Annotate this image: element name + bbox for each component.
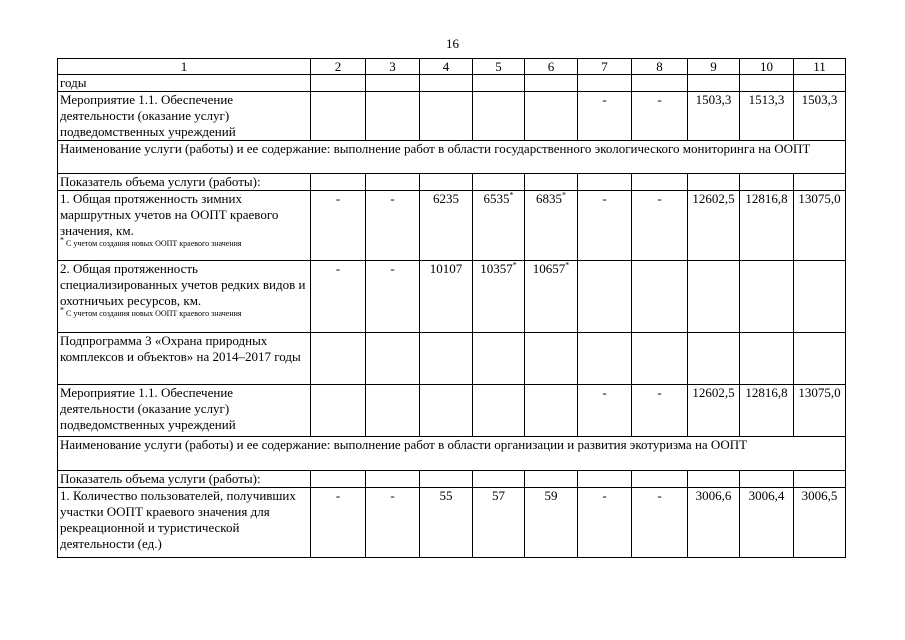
cell: - <box>578 191 632 261</box>
cell: 10657* <box>525 261 578 333</box>
cell: - <box>578 92 632 141</box>
service-description: Наименование услуги (работы) и ее содержание: выполнение работ в области государственного экологического мониторинга на ООПТ <box>58 141 846 174</box>
col-header: 9 <box>688 59 740 75</box>
cell: - <box>632 385 688 437</box>
cell: 13075,0 <box>794 191 846 261</box>
page-number: 16 <box>446 36 459 51</box>
table-row <box>58 471 846 488</box>
row-label: Мероприятие 1.1. Обеспечение деятельности (оказание услуг) подведомственных учреждений <box>58 385 311 437</box>
cell: - <box>311 488 366 558</box>
row-label <box>58 191 311 261</box>
col-header: 7 <box>578 59 632 75</box>
service-description: Наименование услуги (работы) и ее содержание: выполнение работ в области организации и развития экотуризма на ООПТ <box>58 437 846 471</box>
cell: - <box>366 261 420 333</box>
cell: - <box>311 261 366 333</box>
table-row <box>58 261 846 333</box>
cell: - <box>632 488 688 558</box>
col-header: 5 <box>473 59 525 75</box>
table-row <box>58 92 846 141</box>
row-label: 1. Количество пользователей, получивших участки ООПТ краевого значения для рекреационной и туристической деятельности (ед.) <box>58 488 311 558</box>
cell: 6535* <box>473 191 525 261</box>
row-label: Мероприятие 1.1. Обеспечение деятельности (оказание услуг) подведомственных учреждений <box>58 92 311 141</box>
col-header: 11 <box>794 59 846 75</box>
col-header: 6 <box>525 59 578 75</box>
indicator-text: 2. Общая протяженность специализированных учетов редких видов и охотничьих ресурсов, км. <box>60 261 306 308</box>
footnote: * С учетом создания новых ООПТ краевого значения <box>60 305 242 318</box>
cell: - <box>632 191 688 261</box>
cell: 1503,3 <box>688 92 740 141</box>
row-label: годы <box>58 75 311 92</box>
cell: 3006,6 <box>688 488 740 558</box>
cell: 6235 <box>420 191 473 261</box>
cell: - <box>366 488 420 558</box>
col-header: 8 <box>632 59 688 75</box>
table-row <box>58 488 846 558</box>
col-header: 10 <box>740 59 794 75</box>
cell: 12602,5 <box>688 191 740 261</box>
col-header: 2 <box>311 59 366 75</box>
cell: - <box>366 191 420 261</box>
cell: 3006,5 <box>794 488 846 558</box>
cell: - <box>632 92 688 141</box>
row-label <box>58 261 311 333</box>
table-row <box>58 333 846 385</box>
subprogram-title: Подпрограмма 3 «Охрана природных комплексов и объектов» на 2014–2017 годы <box>58 333 311 385</box>
cell: 12816,8 <box>740 385 794 437</box>
col-header: 3 <box>366 59 420 75</box>
header-row <box>58 59 846 75</box>
cell: 57 <box>473 488 525 558</box>
cell: - <box>578 385 632 437</box>
cell: 12816,8 <box>740 191 794 261</box>
cell: - <box>311 191 366 261</box>
footnote: * С учетом создания новых ООПТ краевого значения <box>60 235 242 248</box>
table-row <box>58 174 846 191</box>
cell: 10357* <box>473 261 525 333</box>
table-row <box>58 385 846 437</box>
cell: 1513,3 <box>740 92 794 141</box>
table-row <box>58 141 846 174</box>
col-header: 4 <box>420 59 473 75</box>
cell: 6835* <box>525 191 578 261</box>
row-label: Показатель объема услуги (работы): <box>58 174 311 191</box>
col-header: 1 <box>58 59 311 75</box>
cell: 13075,0 <box>794 385 846 437</box>
cell: 59 <box>525 488 578 558</box>
table-row <box>58 437 846 471</box>
document-table <box>57 58 846 558</box>
row-label: Показатель объема услуги (работы): <box>58 471 311 488</box>
indicator-text: 1. Общая протяженность зимних маршрутных учетов на ООПТ краевого значения, км. <box>60 191 279 238</box>
cell: 55 <box>420 488 473 558</box>
cell: - <box>578 488 632 558</box>
cell: 12602,5 <box>688 385 740 437</box>
cell: 3006,4 <box>740 488 794 558</box>
cell: 1503,3 <box>794 92 846 141</box>
table-row <box>58 75 846 92</box>
cell: 10107 <box>420 261 473 333</box>
table-row <box>58 191 846 261</box>
